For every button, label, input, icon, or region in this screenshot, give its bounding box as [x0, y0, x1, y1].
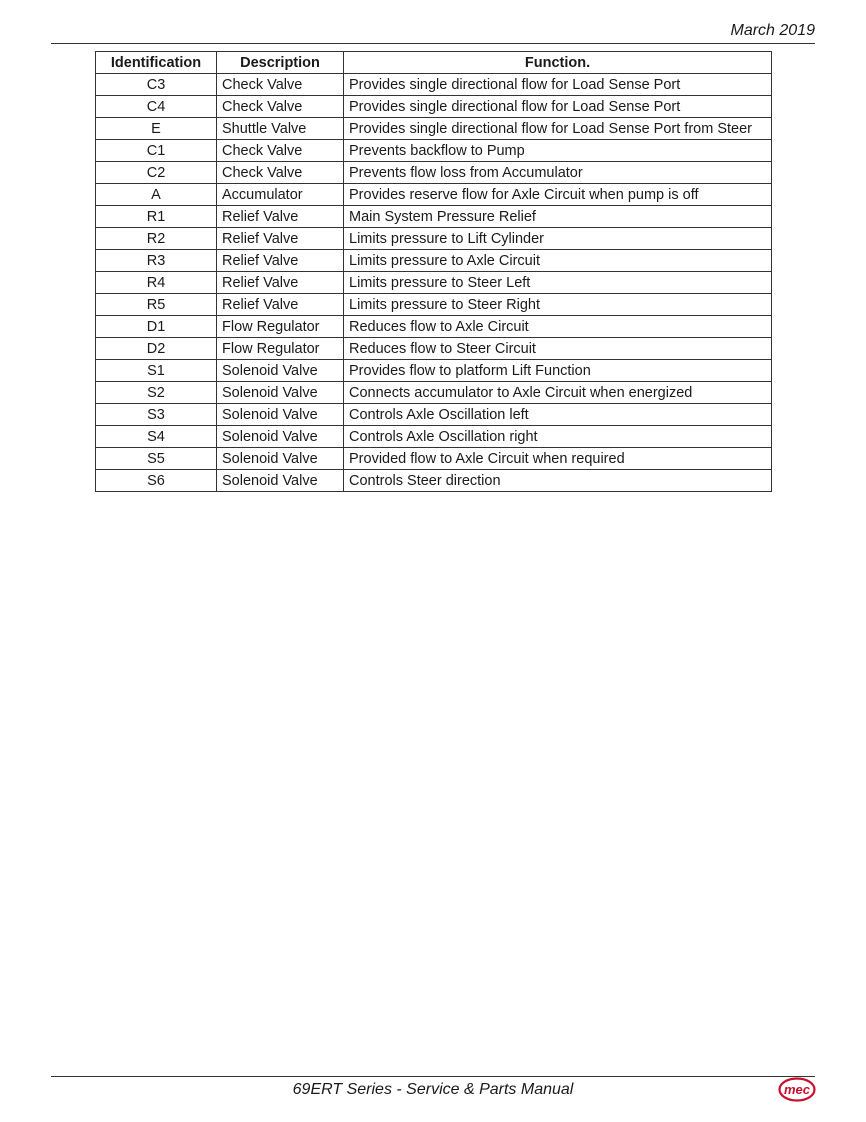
- cell-function: Provides single directional flow for Load Sense Port: [344, 96, 772, 118]
- cell-description: Relief Valve: [217, 272, 344, 294]
- cell-function: Provided flow to Axle Circuit when required: [344, 448, 772, 470]
- table-row: [96, 426, 772, 448]
- table-row: [96, 448, 772, 470]
- cell-description: Relief Valve: [217, 228, 344, 250]
- cell-identification: S4: [96, 426, 217, 448]
- cell-function: Provides single directional flow for Load Sense Port: [344, 74, 772, 96]
- cell-description: Check Valve: [217, 140, 344, 162]
- cell-identification: E: [96, 118, 217, 140]
- cell-identification: D2: [96, 338, 217, 360]
- cell-function: Connects accumulator to Axle Circuit when energized: [344, 382, 772, 404]
- cell-description: Relief Valve: [217, 206, 344, 228]
- cell-identification: C4: [96, 96, 217, 118]
- cell-description: Solenoid Valve: [217, 382, 344, 404]
- table-row: [96, 470, 772, 492]
- cell-description: Solenoid Valve: [217, 360, 344, 382]
- cell-function: Limits pressure to Steer Right: [344, 294, 772, 316]
- cell-identification: R3: [96, 250, 217, 272]
- table-row: [96, 294, 772, 316]
- cell-description: Solenoid Valve: [217, 426, 344, 448]
- footer-divider: [51, 1076, 815, 1077]
- cell-function: Provides flow to platform Lift Function: [344, 360, 772, 382]
- cell-identification: S2: [96, 382, 217, 404]
- valve-identification-table: [95, 51, 772, 492]
- table-row: [96, 338, 772, 360]
- cell-identification: S3: [96, 404, 217, 426]
- cell-description: Flow Regulator: [217, 338, 344, 360]
- mec-logo-icon: [778, 1077, 816, 1102]
- cell-function: Controls Axle Oscillation left: [344, 404, 772, 426]
- cell-function: Main System Pressure Relief: [344, 206, 772, 228]
- cell-description: Accumulator: [217, 184, 344, 206]
- cell-identification: S5: [96, 448, 217, 470]
- cell-function: Controls Axle Oscillation right: [344, 426, 772, 448]
- cell-function: Provides reserve flow for Axle Circuit when pump is off: [344, 184, 772, 206]
- footer-manual-title: 69ERT Series - Service & Parts Manual: [292, 1081, 574, 1098]
- table-row: [96, 96, 772, 118]
- cell-identification: R1: [96, 206, 217, 228]
- cell-function: Controls Steer direction: [344, 470, 772, 492]
- cell-description: Flow Regulator: [217, 316, 344, 338]
- cell-function: Limits pressure to Axle Circuit: [344, 250, 772, 272]
- logo-text: mec: [783, 1082, 811, 1097]
- cell-function: Limits pressure to Lift Cylinder: [344, 228, 772, 250]
- cell-description: Solenoid Valve: [217, 404, 344, 426]
- cell-description: Solenoid Valve: [217, 448, 344, 470]
- cell-description: Shuttle Valve: [217, 118, 344, 140]
- cell-identification: R5: [96, 294, 217, 316]
- table-row: [96, 404, 772, 426]
- table-row: [96, 228, 772, 250]
- table-body: [96, 74, 772, 492]
- column-header-description: Description: [217, 52, 344, 74]
- header-date: March 2019: [730, 22, 815, 39]
- cell-function: Provides single directional flow for Load Sense Port from Steer: [344, 118, 772, 140]
- cell-description: Relief Valve: [217, 250, 344, 272]
- cell-function: Limits pressure to Steer Left: [344, 272, 772, 294]
- cell-identification: R4: [96, 272, 217, 294]
- cell-description: Check Valve: [217, 96, 344, 118]
- cell-description: Relief Valve: [217, 294, 344, 316]
- cell-function: Prevents backflow to Pump: [344, 140, 772, 162]
- cell-description: Check Valve: [217, 74, 344, 96]
- column-header-identification: Identification: [96, 52, 217, 74]
- table-header-row: [96, 52, 772, 74]
- cell-function: Prevents flow loss from Accumulator: [344, 162, 772, 184]
- cell-description: Check Valve: [217, 162, 344, 184]
- cell-identification: D1: [96, 316, 217, 338]
- cell-description: Solenoid Valve: [217, 470, 344, 492]
- cell-identification: C3: [96, 74, 217, 96]
- cell-function: Reduces flow to Axle Circuit: [344, 316, 772, 338]
- table-row: [96, 250, 772, 272]
- header-divider: [51, 43, 815, 44]
- table-row: [96, 118, 772, 140]
- table-row: [96, 162, 772, 184]
- cell-function: Reduces flow to Steer Circuit: [344, 338, 772, 360]
- column-header-function: Function.: [344, 52, 772, 74]
- table-row: [96, 316, 772, 338]
- table-row: [96, 360, 772, 382]
- table-row: [96, 184, 772, 206]
- cell-identification: S1: [96, 360, 217, 382]
- table-row: [96, 140, 772, 162]
- cell-identification: C1: [96, 140, 217, 162]
- table-row: [96, 206, 772, 228]
- table-row: [96, 272, 772, 294]
- table-row: [96, 382, 772, 404]
- cell-identification: R2: [96, 228, 217, 250]
- cell-identification: C2: [96, 162, 217, 184]
- table-row: [96, 74, 772, 96]
- cell-identification: A: [96, 184, 217, 206]
- cell-identification: S6: [96, 470, 217, 492]
